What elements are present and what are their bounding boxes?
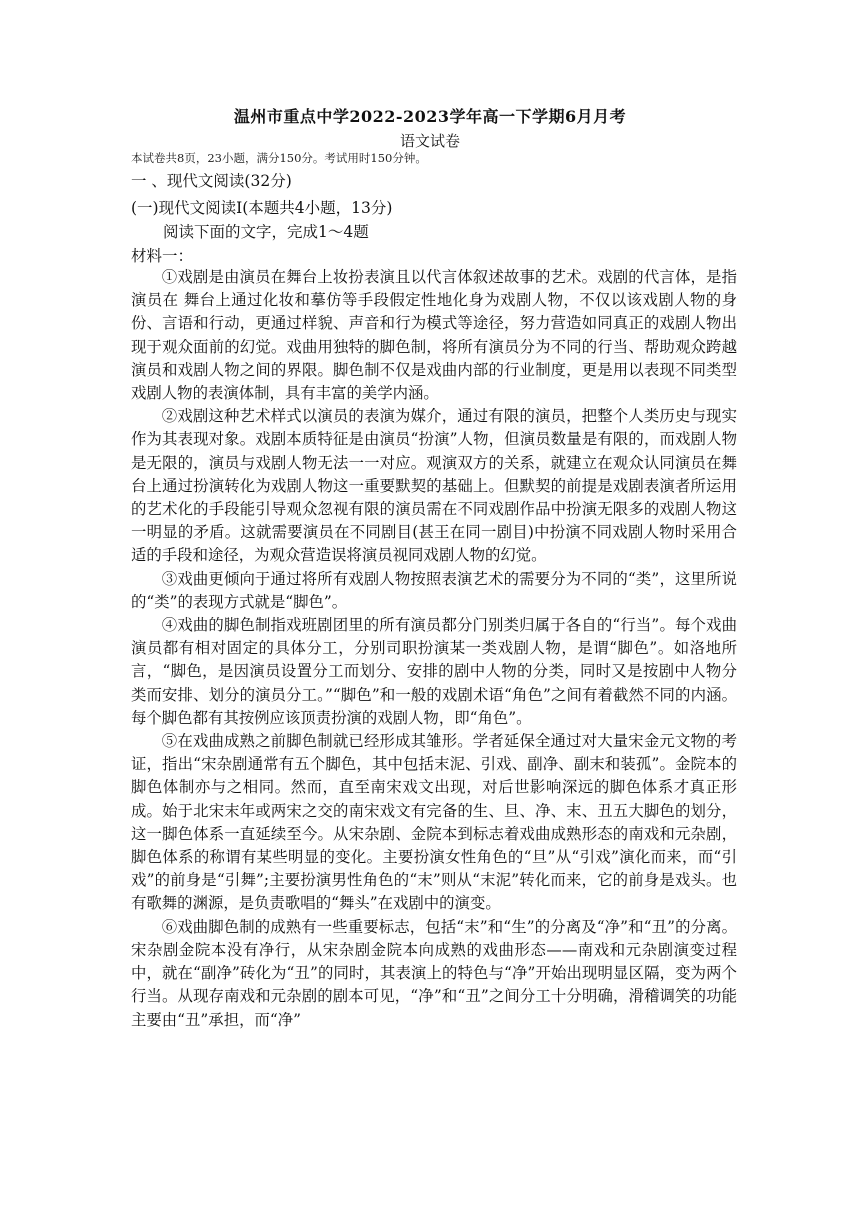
exam-title: 温州市重点中学2022-2023学年高一下学期6月月考 <box>233 107 627 126</box>
reading-prompt: 阅读下面的文字，完成1～4题 <box>163 223 369 241</box>
subsection-heading: (一)现代文阅读Ⅰ(本题共4小题，13分) <box>131 199 393 217</box>
paragraph-3: ③戏曲更倾向于通过将所有戏剧人物按照表演艺术的需要分为不同的“类”，这里所说的“类”的表现方式就是“脚色”。 <box>131 569 737 611</box>
paragraph-6: ⑥戏曲脚色制的成熟有一些重要标志，包括“末”和“生”的分离及“净”和“丑”的分离。宋杂剧金院本没有净行，从宋杂剧金院本向成熟的戏曲形态——南戏和元杂剧演变过程中，就在“副净”砖化为“丑”的同时，其表演上的特色与“净”开始出现明显区隔，变为两个行当。从现存南戏和元杂剧的剧本可见，“净”和“丑”之间分工十分明确，滑稽调笑的功能主要由“丑”承担，而“净” <box>131 917 737 1029</box>
material-label: 材料一： <box>131 247 194 265</box>
exam-instructions: 本试卷共8页，23小题，满分150分。考试用时150分钟。 <box>131 151 427 165</box>
section-heading: 一 、现代文阅读(32分) <box>131 172 292 190</box>
paragraph-5: ⑤在戏曲成熟之前脚色制就已经形成其雏形。学者延保全通过对大量宋金元文物的考证，指出“宋杂剧通常有五个脚色，其中包括末泥、引戏、副净、副末和装孤”。金院本的脚色体制亦与之相同。然而，直至南宋戏文出现，对后世影响深远的脚色体系才真正形成。始于北宋末年或两宋之交的南宋戏文有完备的生、旦、净、末、丑五大脚色的划分，这一脚色体系一直延续至今。从宋杂剧、金院本到标志着戏曲成熟形态的南戏和元杂剧，脚色体系的称谓有某些明显的变化。主要扮演女性角色的“旦”从“引戏”演化而来，而“引戏”的前身是“引舞”;主要扮演男性角色的“末”则从“末泥”转化而来，它的前身是戏头。也有歌舞的渊源，是负责歌唱的“舞头”在戏剧中的演变。 <box>131 732 737 913</box>
paragraph-1: ①戏剧是由演员在舞台上妆扮表演且以代言体叙述故事的艺术。戏剧的代言体，是指演员在 舞台上通过化妆和摹仿等手段假定性地化身为戏剧人物，不仅以该戏剧人物的身份、言语和行动，更通过样貌、声音和行为模式等途径，努力营造如同真正的戏剧人物出现于观众面前的幻觉。戏曲用独特的脚色制，将所有演员分为不同的行当、帮助观众跨越演员和戏剧人物之间的界限。脚色制不仅是戏曲内部的行业制度，更是用以表现不同类型戏剧人物的表演体制，具有丰富的美学内涵。 <box>131 268 737 403</box>
paragraph-2: ②戏剧这种艺术样式以演员的表演为媒介，通过有限的演员，把整个人类历史与现实作为其表现对象。戏剧本质特征是由演员“扮演”人物，但演员数量是有限的，而戏剧人物是无限的，演员与戏剧人物无法一一对应。观演双方的关系，就建立在观众认同演员在舞台上通过扮演转化为戏剧人物这一重要默契的基础上。但默契的前提是戏剧表演者所运用的艺术化的手段能引导观众忽视有限的演员需在不同戏剧作品中扮演无限多的戏剧人物这一明显的矛盾。这就需要演员在不同剧目(甚王在同一剧目)中扮演不同戏剧人物时采用合适的手段和途径，为观众营造误将演员视同戏剧人物的幻觉。 <box>131 407 737 565</box>
paragraph-4: ④戏曲的脚色制指戏班剧团里的所有演员都分门别类归属于各自的“行当”。每个戏曲演员都有相对固定的具体分工，分别司职扮演某一类戏剧人物，是谓“脚色”。如洛地所言，“脚色，是因演员设置分工而划分、安排的剧中人物的分类，同时又是按剧中人物分类而安排、划分的演员分工。”“脚色”和一般的戏剧术语“角色”之间有着截然不同的内涵。每个脚色都有其按例应该顶责扮演的戏剧人物，即“角色”。 <box>131 616 737 727</box>
exam-subtitle: 语文试卷 <box>399 132 460 150</box>
passage-body <box>131 266 737 1032</box>
